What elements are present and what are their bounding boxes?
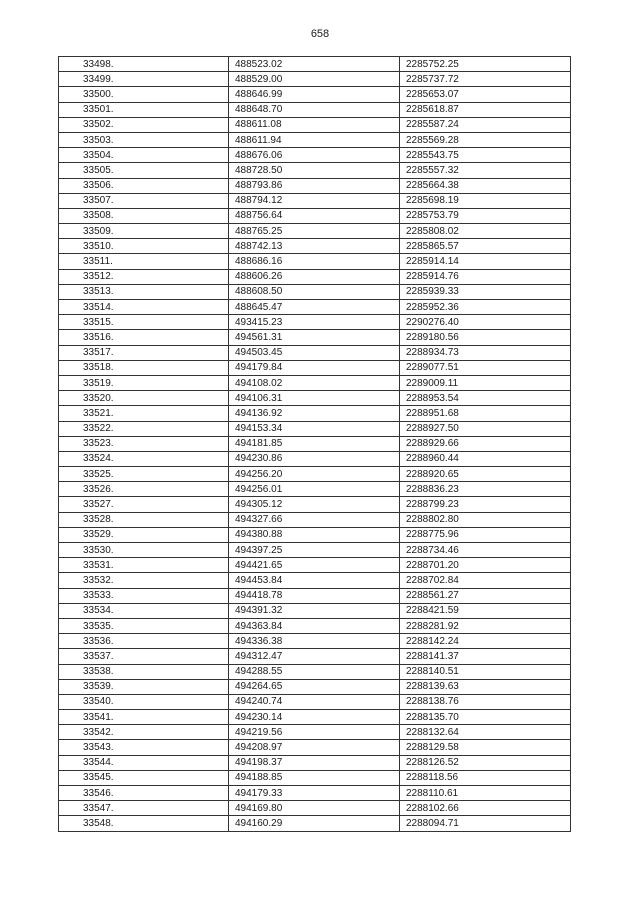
y-coordinate-cell: 2288135.70: [400, 710, 571, 725]
table-row: [59, 360, 571, 375]
y-coordinate-cell: 2285618.87: [400, 102, 571, 117]
point-number-cell: 33541.: [59, 710, 229, 725]
point-number-cell: 33530.: [59, 543, 229, 558]
point-number-cell: 33518.: [59, 360, 229, 375]
table-row: [59, 330, 571, 345]
point-number-cell: 33539.: [59, 679, 229, 694]
table-row: [59, 588, 571, 603]
x-coordinate-cell: 494230.86: [229, 451, 400, 466]
table-row: [59, 710, 571, 725]
x-coordinate-cell: 494188.85: [229, 770, 400, 785]
table-row: [59, 87, 571, 102]
y-coordinate-cell: 2285914.76: [400, 269, 571, 284]
x-coordinate-cell: 494208.97: [229, 740, 400, 755]
y-coordinate-cell: 2285557.32: [400, 163, 571, 178]
table-row: [59, 375, 571, 390]
table-row: [59, 618, 571, 633]
table-row: [59, 497, 571, 512]
point-number-cell: 33538.: [59, 664, 229, 679]
y-coordinate-cell: 2289077.51: [400, 360, 571, 375]
table-row: [59, 679, 571, 694]
x-coordinate-cell: 494181.85: [229, 436, 400, 451]
table-row: [59, 300, 571, 315]
y-coordinate-cell: 2285664.38: [400, 178, 571, 193]
y-coordinate-cell: 2285952.36: [400, 300, 571, 315]
point-number-cell: 33516.: [59, 330, 229, 345]
x-coordinate-cell: 494421.65: [229, 558, 400, 573]
x-coordinate-cell: 488686.16: [229, 254, 400, 269]
point-number-cell: 33529.: [59, 527, 229, 542]
point-number-cell: 33511.: [59, 254, 229, 269]
point-number-cell: 33545.: [59, 770, 229, 785]
point-number-cell: 33504.: [59, 148, 229, 163]
x-coordinate-cell: 494169.80: [229, 801, 400, 816]
x-coordinate-cell: 494153.34: [229, 421, 400, 436]
x-coordinate-cell: 494198.37: [229, 755, 400, 770]
table-row: [59, 239, 571, 254]
table-row: [59, 770, 571, 785]
table-row: [59, 634, 571, 649]
y-coordinate-cell: 2285653.07: [400, 87, 571, 102]
x-coordinate-cell: 488793.86: [229, 178, 400, 193]
point-number-cell: 33505.: [59, 163, 229, 178]
x-coordinate-cell: 494391.32: [229, 603, 400, 618]
point-number-cell: 33548.: [59, 816, 229, 831]
y-coordinate-cell: 2288281.92: [400, 618, 571, 633]
y-coordinate-cell: 2288561.27: [400, 588, 571, 603]
table-row: [59, 482, 571, 497]
point-number-cell: 33502.: [59, 117, 229, 132]
point-number-cell: 33534.: [59, 603, 229, 618]
table-row: [59, 391, 571, 406]
point-number-cell: 33515.: [59, 315, 229, 330]
table-row: [59, 102, 571, 117]
table-row: [59, 436, 571, 451]
x-coordinate-cell: 488676.06: [229, 148, 400, 163]
table-row: [59, 543, 571, 558]
x-coordinate-cell: 494312.47: [229, 649, 400, 664]
y-coordinate-cell: 2288701.20: [400, 558, 571, 573]
y-coordinate-cell: 2288920.65: [400, 467, 571, 482]
y-coordinate-cell: 2288129.58: [400, 740, 571, 755]
x-coordinate-cell: 494418.78: [229, 588, 400, 603]
x-coordinate-cell: 494503.45: [229, 345, 400, 360]
x-coordinate-cell: 488646.99: [229, 87, 400, 102]
point-number-cell: 33519.: [59, 375, 229, 390]
point-number-cell: 33525.: [59, 467, 229, 482]
x-coordinate-cell: 494108.02: [229, 375, 400, 390]
y-coordinate-cell: 2285752.25: [400, 57, 571, 72]
point-number-cell: 33547.: [59, 801, 229, 816]
x-coordinate-cell: 494160.29: [229, 816, 400, 831]
y-coordinate-cell: 2288142.24: [400, 634, 571, 649]
table-row: [59, 406, 571, 421]
x-coordinate-cell: 494240.74: [229, 694, 400, 709]
point-number-cell: 33500.: [59, 87, 229, 102]
point-number-cell: 33531.: [59, 558, 229, 573]
table-row: [59, 512, 571, 527]
y-coordinate-cell: 2289180.56: [400, 330, 571, 345]
table-row: [59, 254, 571, 269]
table-row: [59, 725, 571, 740]
y-coordinate-cell: 2285587.24: [400, 117, 571, 132]
x-coordinate-cell: 488523.02: [229, 57, 400, 72]
table-row: [59, 208, 571, 223]
x-coordinate-cell: 494264.65: [229, 679, 400, 694]
point-number-cell: 33509.: [59, 224, 229, 239]
x-coordinate-cell: 494106.31: [229, 391, 400, 406]
y-coordinate-cell: 2288927.50: [400, 421, 571, 436]
x-coordinate-cell: 488645.47: [229, 300, 400, 315]
table-row: [59, 224, 571, 239]
x-coordinate-cell: 494380.88: [229, 527, 400, 542]
point-number-cell: 33512.: [59, 269, 229, 284]
point-number-cell: 33524.: [59, 451, 229, 466]
y-coordinate-cell: 2288126.52: [400, 755, 571, 770]
table-row: [59, 527, 571, 542]
y-coordinate-cell: 2288960.44: [400, 451, 571, 466]
table-row: [59, 740, 571, 755]
point-number-cell: 33535.: [59, 618, 229, 633]
point-number-cell: 33499.: [59, 72, 229, 87]
x-coordinate-cell: 494305.12: [229, 497, 400, 512]
table-row: [59, 284, 571, 299]
x-coordinate-cell: 494363.84: [229, 618, 400, 633]
y-coordinate-cell: 2288951.68: [400, 406, 571, 421]
point-number-cell: 33533.: [59, 588, 229, 603]
table-row: [59, 603, 571, 618]
table-row: [59, 801, 571, 816]
point-number-cell: 33514.: [59, 300, 229, 315]
point-number-cell: 33544.: [59, 755, 229, 770]
y-coordinate-cell: 2288734.46: [400, 543, 571, 558]
point-number-cell: 33520.: [59, 391, 229, 406]
point-number-cell: 33506.: [59, 178, 229, 193]
x-coordinate-cell: 494256.20: [229, 467, 400, 482]
y-coordinate-cell: 2285543.75: [400, 148, 571, 163]
point-number-cell: 33537.: [59, 649, 229, 664]
point-number-cell: 33498.: [59, 57, 229, 72]
y-coordinate-cell: 2288118.56: [400, 770, 571, 785]
table-row: [59, 421, 571, 436]
x-coordinate-cell: 494179.33: [229, 786, 400, 801]
table-row: [59, 269, 571, 284]
point-number-cell: 33540.: [59, 694, 229, 709]
point-number-cell: 33523.: [59, 436, 229, 451]
x-coordinate-cell: 488756.64: [229, 208, 400, 223]
x-coordinate-cell: 494219.56: [229, 725, 400, 740]
y-coordinate-cell: 2285737.72: [400, 72, 571, 87]
table-row: [59, 315, 571, 330]
y-coordinate-cell: 2288702.84: [400, 573, 571, 588]
coordinates-table-body: [59, 57, 571, 832]
table-row: [59, 57, 571, 72]
y-coordinate-cell: 2288141.37: [400, 649, 571, 664]
y-coordinate-cell: 2285914.14: [400, 254, 571, 269]
table-row: [59, 755, 571, 770]
point-number-cell: 33503.: [59, 132, 229, 147]
y-coordinate-cell: 2288799.23: [400, 497, 571, 512]
y-coordinate-cell: 2288934.73: [400, 345, 571, 360]
table-row: [59, 148, 571, 163]
point-number-cell: 33546.: [59, 786, 229, 801]
x-coordinate-cell: 494179.84: [229, 360, 400, 375]
y-coordinate-cell: 2288138.76: [400, 694, 571, 709]
y-coordinate-cell: 2288929.66: [400, 436, 571, 451]
y-coordinate-cell: 2285808.02: [400, 224, 571, 239]
y-coordinate-cell: 2285698.19: [400, 193, 571, 208]
point-number-cell: 33526.: [59, 482, 229, 497]
point-number-cell: 33508.: [59, 208, 229, 223]
table-row: [59, 132, 571, 147]
x-coordinate-cell: 494288.55: [229, 664, 400, 679]
y-coordinate-cell: 2288802.80: [400, 512, 571, 527]
table-row: [59, 72, 571, 87]
point-number-cell: 33542.: [59, 725, 229, 740]
y-coordinate-cell: 2288102.66: [400, 801, 571, 816]
table-row: [59, 178, 571, 193]
point-number-cell: 33501.: [59, 102, 229, 117]
point-number-cell: 33528.: [59, 512, 229, 527]
y-coordinate-cell: 2288836.23: [400, 482, 571, 497]
x-coordinate-cell: 494453.84: [229, 573, 400, 588]
x-coordinate-cell: 494561.31: [229, 330, 400, 345]
page-number: 658: [310, 28, 330, 40]
y-coordinate-cell: 2288110.61: [400, 786, 571, 801]
table-row: [59, 664, 571, 679]
x-coordinate-cell: 494397.25: [229, 543, 400, 558]
y-coordinate-cell: 2289009.11: [400, 375, 571, 390]
y-coordinate-cell: 2285569.28: [400, 132, 571, 147]
table-row: [59, 573, 571, 588]
table-row: [59, 786, 571, 801]
point-number-cell: 33510.: [59, 239, 229, 254]
x-coordinate-cell: 494256.01: [229, 482, 400, 497]
table-row: [59, 649, 571, 664]
table-row: [59, 163, 571, 178]
x-coordinate-cell: 488606.26: [229, 269, 400, 284]
x-coordinate-cell: 488611.94: [229, 132, 400, 147]
table-row: [59, 345, 571, 360]
y-coordinate-cell: 2288140.51: [400, 664, 571, 679]
y-coordinate-cell: 2288139.63: [400, 679, 571, 694]
coordinates-table: [58, 56, 571, 832]
table-row: [59, 193, 571, 208]
y-coordinate-cell: 2290276.40: [400, 315, 571, 330]
point-number-cell: 33527.: [59, 497, 229, 512]
x-coordinate-cell: 488529.00: [229, 72, 400, 87]
x-coordinate-cell: 488742.13: [229, 239, 400, 254]
table-row: [59, 694, 571, 709]
point-number-cell: 33532.: [59, 573, 229, 588]
point-number-cell: 33513.: [59, 284, 229, 299]
y-coordinate-cell: 2288094.71: [400, 816, 571, 831]
x-coordinate-cell: 494230.14: [229, 710, 400, 725]
table-row: [59, 451, 571, 466]
x-coordinate-cell: 494336.38: [229, 634, 400, 649]
point-number-cell: 33522.: [59, 421, 229, 436]
x-coordinate-cell: 488728.50: [229, 163, 400, 178]
point-number-cell: 33517.: [59, 345, 229, 360]
x-coordinate-cell: 488648.70: [229, 102, 400, 117]
y-coordinate-cell: 2285865.57: [400, 239, 571, 254]
table-row: [59, 117, 571, 132]
point-number-cell: 33536.: [59, 634, 229, 649]
x-coordinate-cell: 493415.23: [229, 315, 400, 330]
table-row: [59, 816, 571, 831]
x-coordinate-cell: 494327.66: [229, 512, 400, 527]
y-coordinate-cell: 2288132.64: [400, 725, 571, 740]
table-row: [59, 558, 571, 573]
table-row: [59, 467, 571, 482]
x-coordinate-cell: 494136.92: [229, 406, 400, 421]
x-coordinate-cell: 488608.50: [229, 284, 400, 299]
point-number-cell: 33507.: [59, 193, 229, 208]
point-number-cell: 33521.: [59, 406, 229, 421]
x-coordinate-cell: 488765.25: [229, 224, 400, 239]
y-coordinate-cell: 2285939.33: [400, 284, 571, 299]
x-coordinate-cell: 488794.12: [229, 193, 400, 208]
point-number-cell: 33543.: [59, 740, 229, 755]
y-coordinate-cell: 2288953.54: [400, 391, 571, 406]
y-coordinate-cell: 2285753.79: [400, 208, 571, 223]
y-coordinate-cell: 2288421.59: [400, 603, 571, 618]
y-coordinate-cell: 2288775.96: [400, 527, 571, 542]
x-coordinate-cell: 488611.08: [229, 117, 400, 132]
